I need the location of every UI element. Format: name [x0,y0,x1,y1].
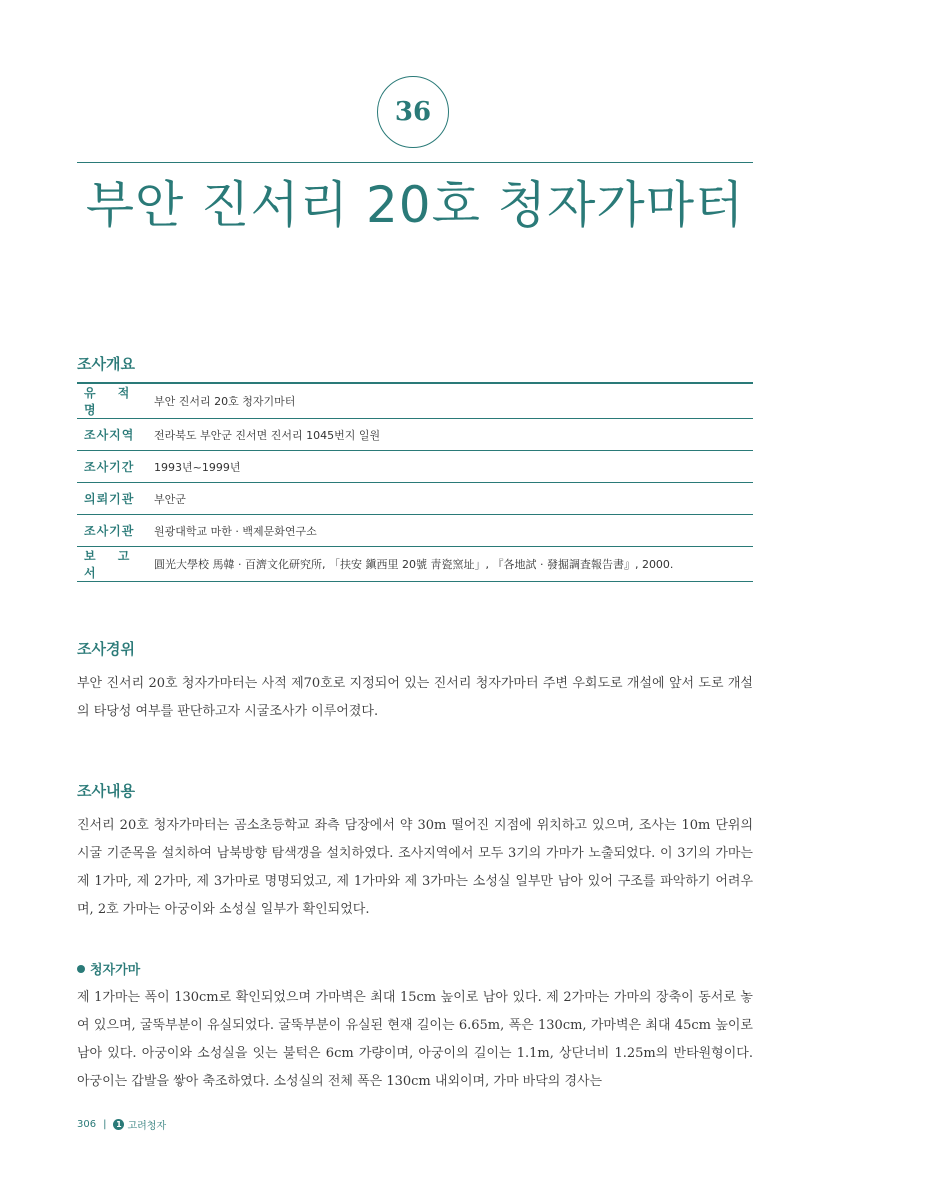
chapter-number-badge [377,76,449,148]
kiln-paragraph: 제 1가마는 폭이 130cm로 확인되었으며 가마벽은 최대 15cm 높이로 남아 있다. 제 2가마는 가마의 장축이 동서로 놓여 있으며, 굴뚝부분이 유실되었다. 굴뚝부분이 유실된 현재 길이는 6.65m, 폭은 130cm, 가마벽은 최대 45cm 높이로 남아 있다. 아궁이와 소성실을 잇는 불턱은 6cm 가량이며, 아궁이의 길이는 1.1m, 상단너비 1.25m의 반타원형이다. 아궁이는 갑발을 쌓아 축조하였다. 소성실의 전체 폭은 130cm 내외이며, 가마 바닥의 경사는 [77,990,753,1089]
row-value: 1993년~1999년 [146,451,753,483]
chapter-number: 36 [394,97,432,127]
row-value: 부안 진서리 20호 청자기마터 [146,383,753,419]
page-footer [77,1117,166,1132]
background-paragraph: 부안 진서리 20호 청자가마터는 사적 제70호로 지정되어 있는 진서리 청자가마터 주변 우회도로 개설에 앞서 도로 개설의 타당성 여부를 판단하고자 시굴조사가 이루어졌다. [77,676,753,719]
row-label: 보 고 서 [84,549,139,580]
overview-heading: 조사개요 [77,355,135,373]
row-value: 부안군 [146,483,753,515]
content-paragraph: 진서리 20호 청자가마터는 곰소초등학교 좌측 담장에서 약 30m 떨어진 지점에 위치하고 있으며, 조사는 10m 단위의 시굴 기준목을 설치하여 남북방향 탐색갱을 설치하였다. 조사지역에서 모두 3기의 가마가 노출되었다. 이 3기의 가마는 제 1가마, 제 2가마, 제 3가마로 명명되었고, 제 1가마와 제 3가마는 소성실 일부만 남아 있어 구조를 파악하기 어려우며, 2호 가마는 아궁이와 소성실 일부가 확인되었다. [77,818,753,917]
kiln-subheading [77,959,140,978]
background-heading: 조사경위 [77,640,135,658]
row-label: 조사지역 [77,419,146,451]
table-row [77,515,753,547]
row-label: 조사기관 [77,515,146,547]
row-label: 의뢰기관 [77,483,146,515]
table-row [77,451,753,483]
row-value: 圓光大學校 馬韓 · 百濟文化研究所, 「扶安 鎭西里 20號 靑瓷窯址」, 『各地試 · 發掘調査報告書』, 2000. [154,558,674,571]
bullet-icon [77,965,85,973]
footer-separator: | [103,1119,107,1130]
table-row [77,547,753,582]
row-label: 유 적 명 [77,383,146,419]
volume-title: 고려청자 [127,1121,167,1132]
table-row [77,419,753,451]
kiln-heading-text: 청자가마 [90,963,141,978]
title-divider [77,162,753,163]
row-label: 조사기간 [77,451,146,483]
table-row [77,383,753,419]
page-title: 부안 진서리 20호 청자가마터 [85,176,745,234]
content-heading: 조사내용 [77,782,135,800]
page-number: 306 [77,1119,97,1130]
row-value: 전라북도 부안군 진서면 진서리 1045번지 일원 [146,419,753,451]
table-row [77,483,753,515]
row-value: 원광대학교 마한 · 백제문화연구소 [146,515,753,547]
overview-table [77,382,753,582]
volume-number-icon: 1 [113,1119,124,1130]
